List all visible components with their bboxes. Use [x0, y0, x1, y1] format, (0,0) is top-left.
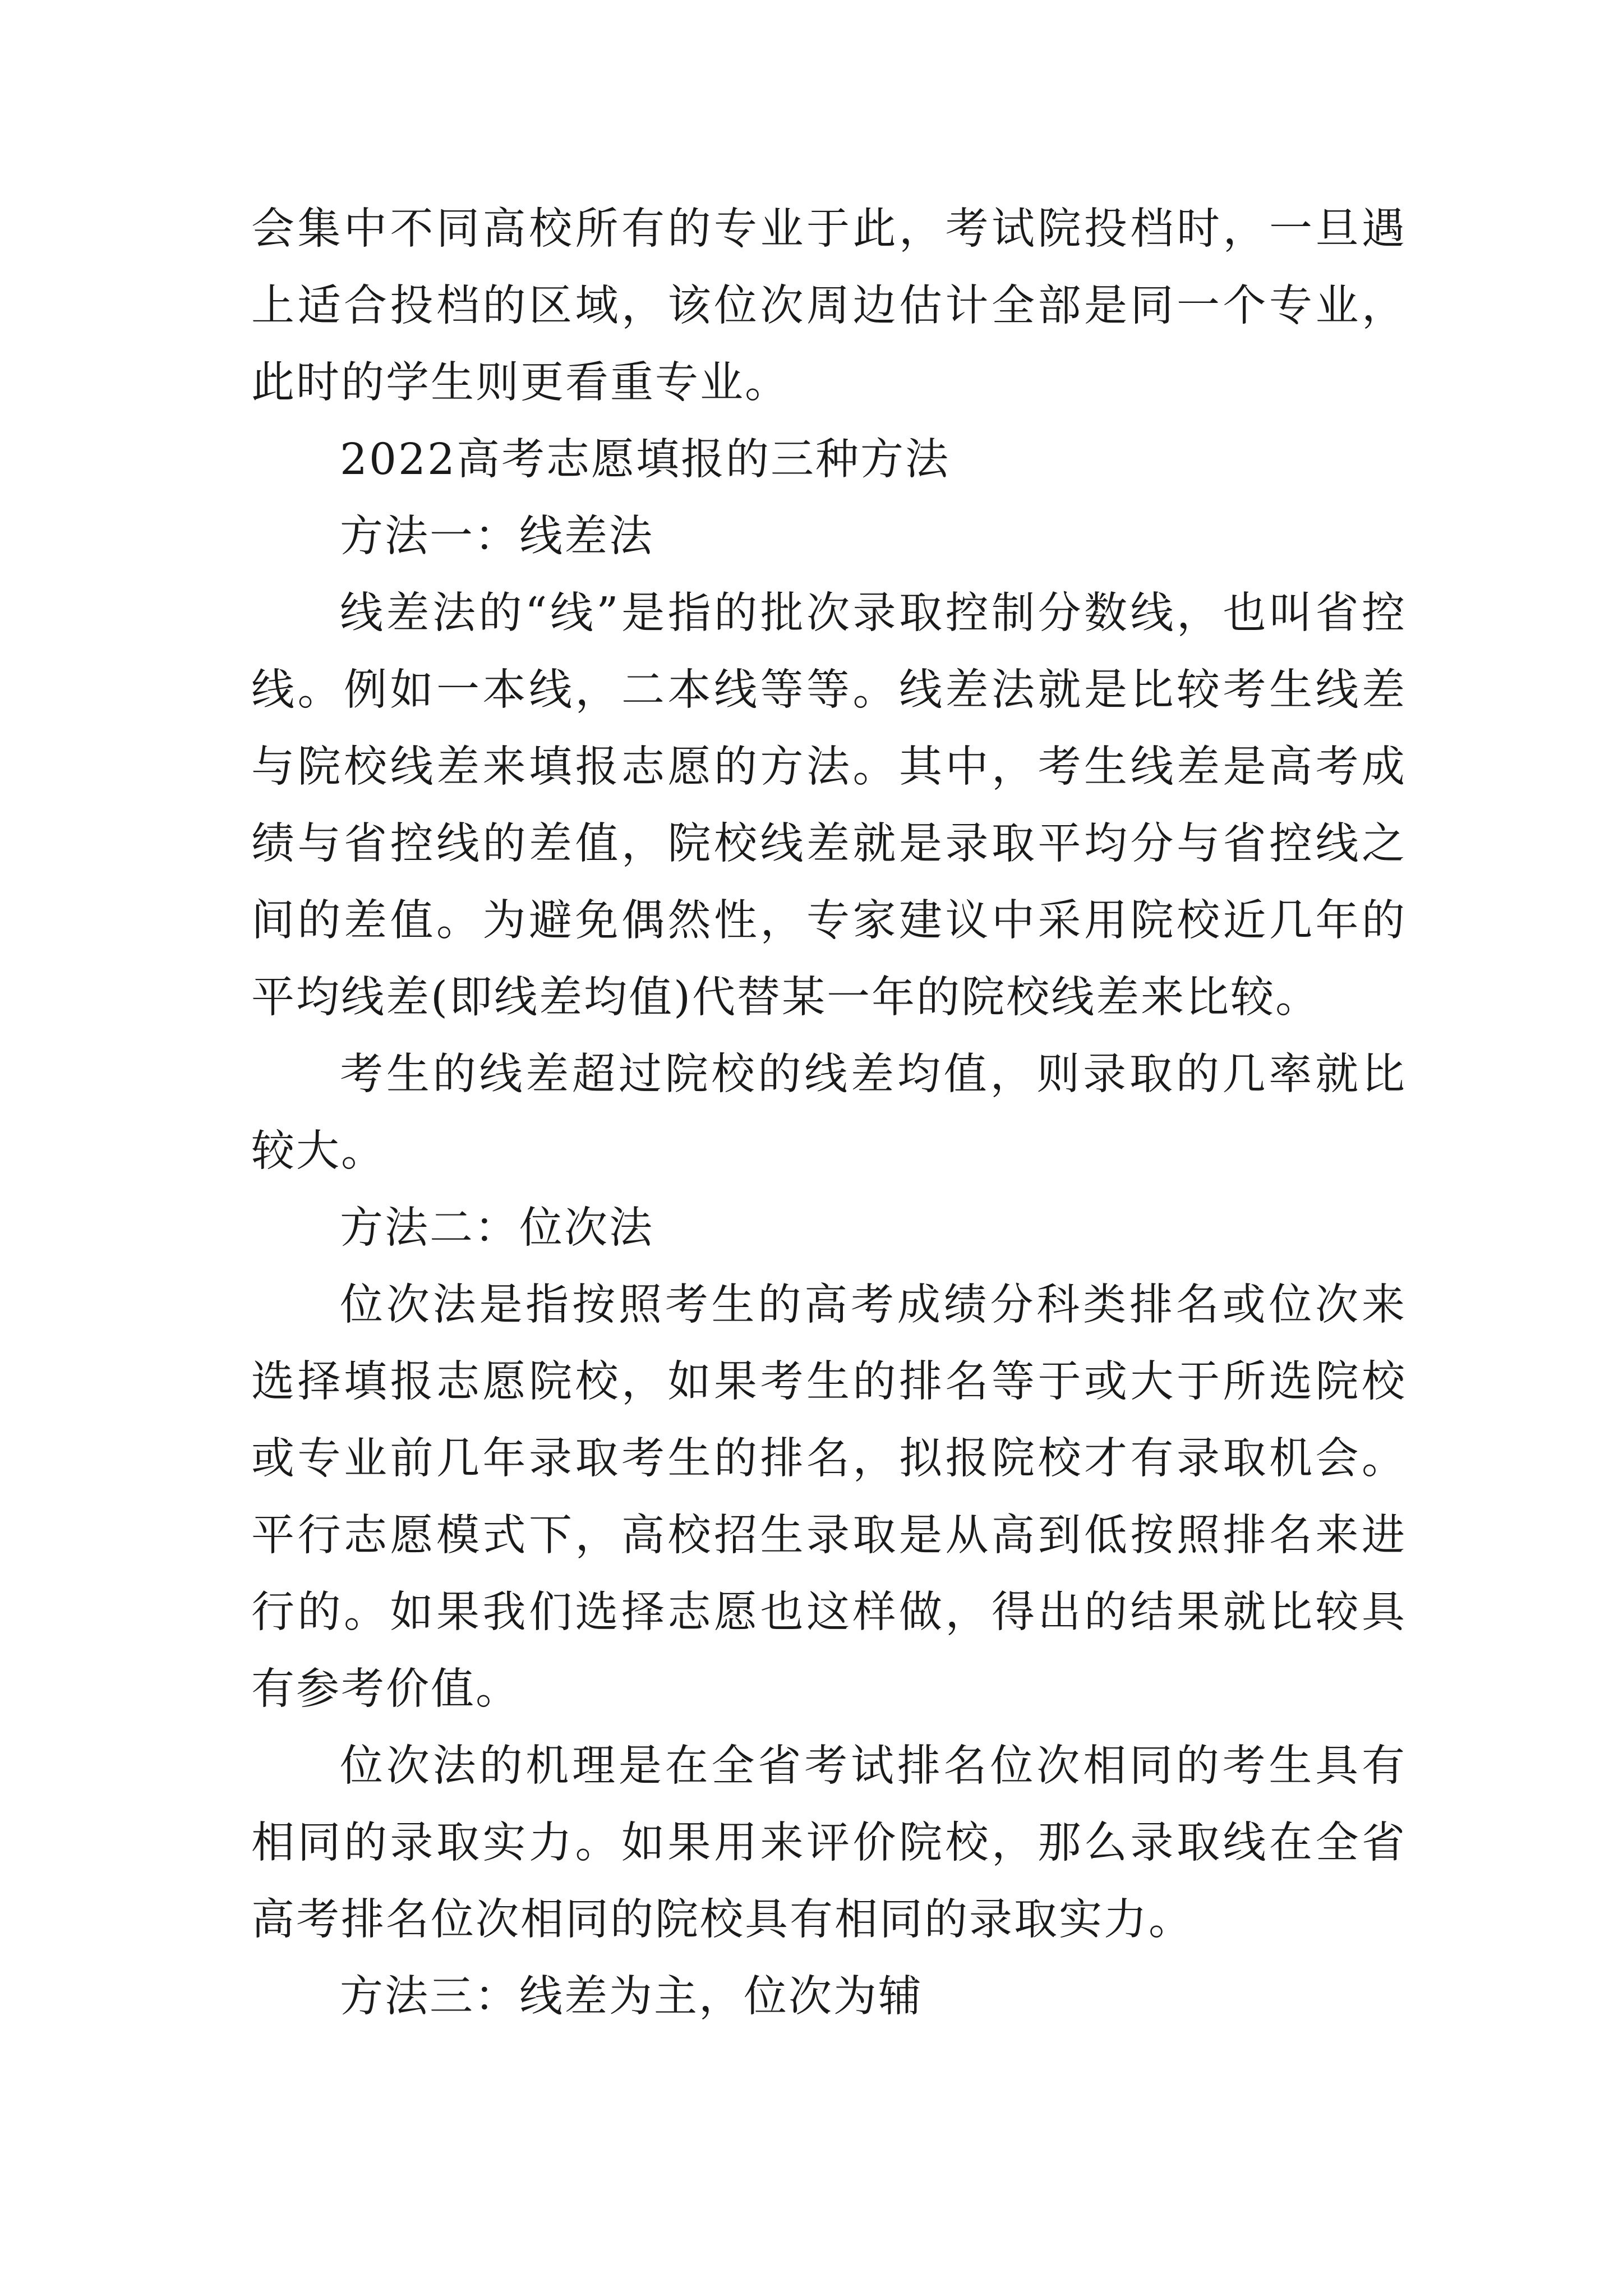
method-one-conclusion: 考生的线差超过院校的线差均值，则录取的几率就比较大。 — [251, 1050, 1407, 1176]
method-two-heading: 方法二：位次法 — [340, 1203, 654, 1253]
document-body — [251, 191, 1407, 2035]
method-two-paragraph: 位次法是指按照考生的高考成绩分科类排名或位次来选择填报志愿院校，如果考生的排名等于或大于所选院校或专业前几年录取考生的排名，拟报院校才有录取机会。平行志愿模式下，高校招生录取是从高到低按照排名来进行的。如果我们选择志愿也这样做，得出的结果就比较具有参考价值。 — [251, 1280, 1407, 1714]
method-one-heading: 方法一：线差法 — [340, 512, 654, 562]
section-heading: 2022高考志愿填报的三种方法 — [340, 435, 950, 485]
method-two-mechanism: 位次法的机理是在全省考试排名位次相同的考生具有相同的录取实力。如果用来评价院校，那么录取线在全省高考排名位次相同的院校具有相同的录取实力。 — [251, 1741, 1407, 1945]
method-one-paragraph: 线差法的“线”是指的批次录取控制分数线，也叫省控线。例如一本线，二本线等等。线差法就是比较考生线差与院校线差来填报志愿的方法。其中，考生线差是高考成绩与省控线的差值，院校线差就是录取平均分与省控线之间的差值。为避免偶然性，专家建议中采用院校近几年的平均线差(即线差均值)代替某一年的院校线差来比较。 — [251, 588, 1407, 1023]
method-three-heading: 方法三：线差为主，位次为辅 — [340, 1972, 923, 2022]
paragraph-continuation: 会集中不同高校所有的专业于此，考试院投档时，一旦遇上适合投档的区域，该位次周边估计全部是同一个专业，此时的学生则更看重专业。 — [251, 204, 1407, 408]
